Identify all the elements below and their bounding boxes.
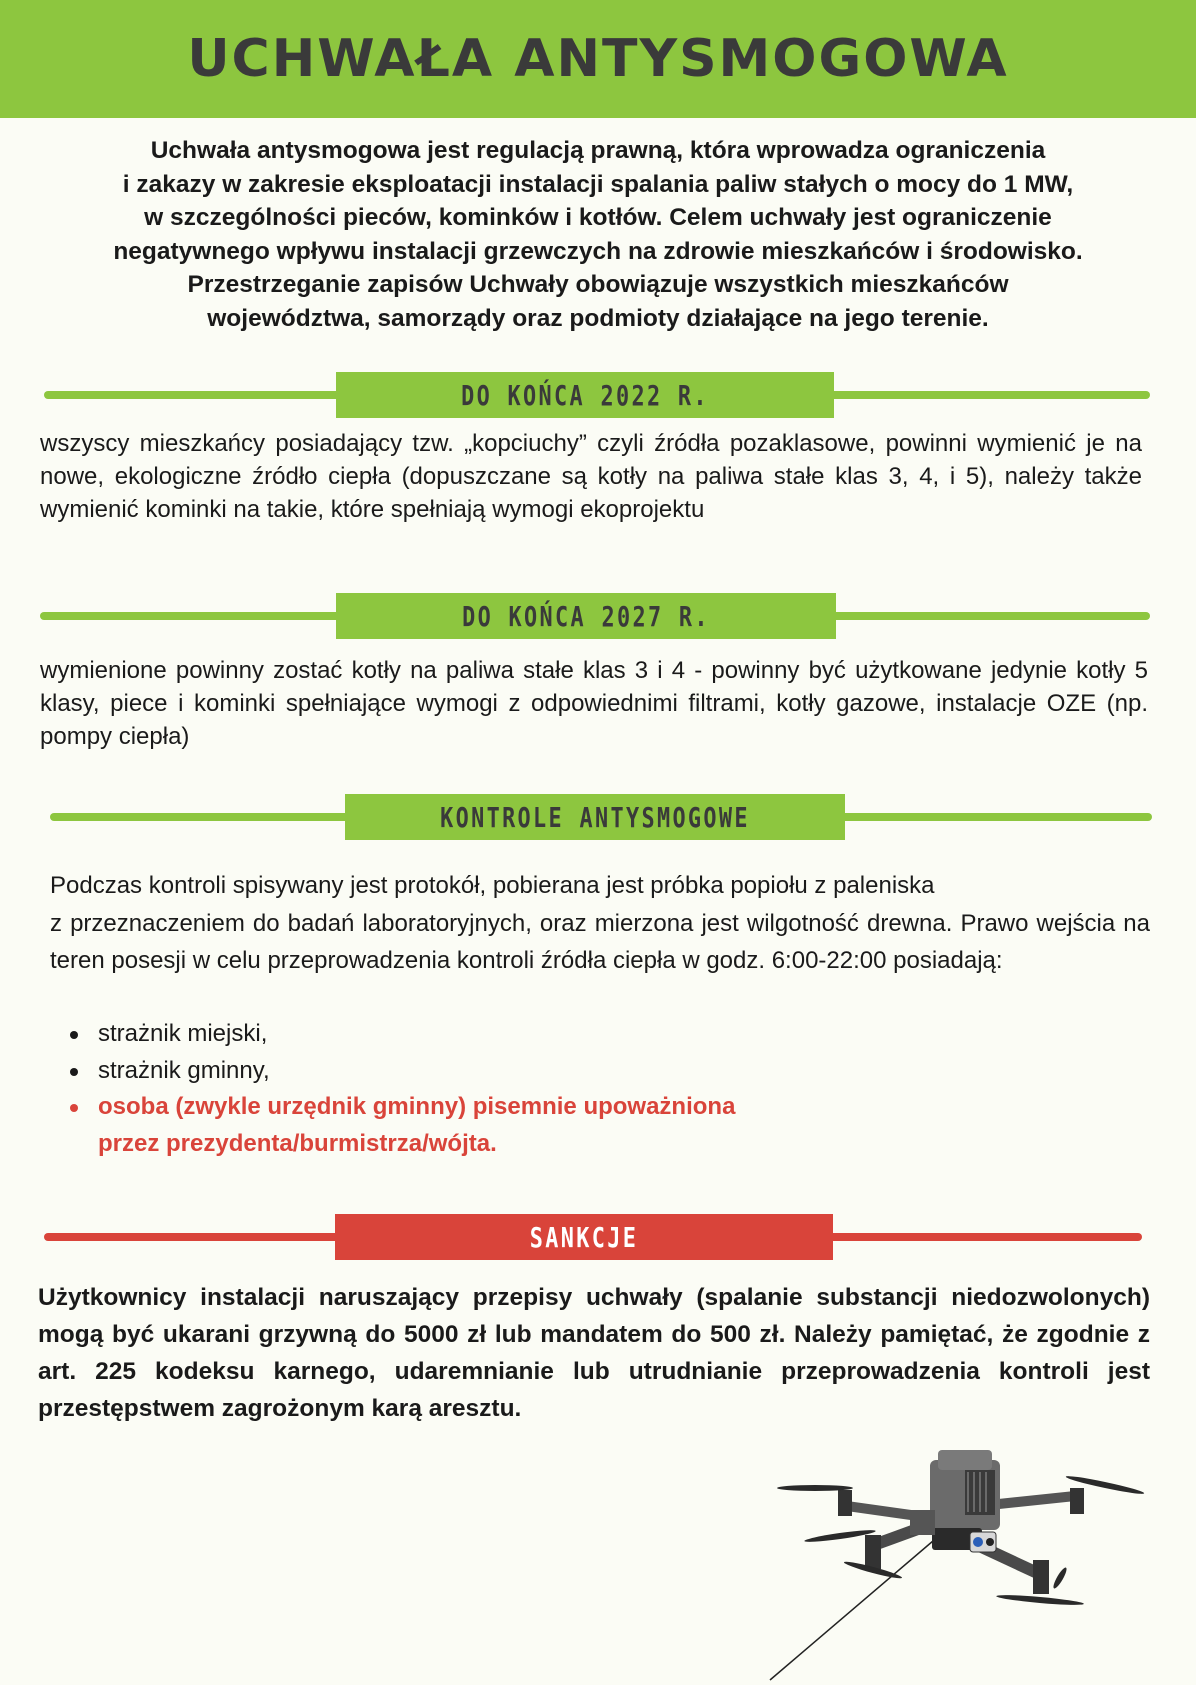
highlight-line: osoba (zwykle urzędnik gminny) pisemnie upoważniona: [98, 1093, 736, 1120]
section-text-2022: wszyscy mieszkańcy posiadający tzw. „kopciuchy” czyli źródła pozaklasowe, powinni wymienić je na nowe, ekologiczne źródło ciepła (dopuszczane są kotły na paliwa stałe klas 3, 4, i 5), należy także wymienić kominki na takie, które spełniają wymogi ekoprojektu: [40, 430, 1142, 523]
section-heading-sankcje: SANKCJE: [529, 1220, 639, 1254]
list-item-highlight: [50, 1089, 1150, 1162]
intro-line: w szczególności pieców, kominków i kotłów. Celem uchwały jest ograniczenie: [144, 204, 1052, 231]
sankcje-text: Użytkownicy instalacji naruszający przepisy uchwały (spalanie substancji niedozwolonych) mogą być ukarani grzywną do 5000 zł lub mandatem do 500 zł. Należy pamiętać, że zgodnie z art. 225 kodeksu karnego, udaremnianie lub utrudnianie przeprowadzenia kontroli jest przestępstwem zagrożonym karą aresztu.: [38, 1284, 1150, 1422]
section-divider-sankcje: [44, 1214, 1142, 1260]
section-heading-kontrole: KONTROLE ANTYSMOGOWE: [440, 800, 750, 834]
page-title: UCHWAŁA ANTYSMOGOWA: [187, 29, 1009, 89]
intro-line: województwa, samorządy oraz podmioty działające na jego terenie.: [207, 304, 989, 332]
section-divider-2022: [44, 372, 1150, 418]
authorized-persons-list: [50, 1016, 1150, 1162]
intro-paragraph: [40, 134, 1156, 335]
list-item: strażnik miejski,: [50, 1016, 1150, 1053]
drone-illustration: [760, 1440, 1160, 1685]
section-heading-2022: DO KOŃCA 2022 R.: [461, 378, 709, 412]
kontrole-text-line1: Podczas kontroli spisywany jest protokół, pobierana jest próbka popiołu z paleniska: [50, 872, 935, 899]
intro-line: i zakazy w zakresie eksploatacji instalacji spalania paliw stałych o mocy do 1 MW,: [122, 170, 1074, 198]
title-banner: [0, 0, 1196, 118]
intro-line: Uchwała antysmogowa jest regulacją prawną, która wprowadza ograniczenia: [150, 137, 1046, 164]
list-item: strażnik gminny,: [50, 1053, 1150, 1090]
highlight-line: przez prezydenta/burmistrza/wójta.: [98, 1129, 497, 1157]
kontrole-text: z przeznaczeniem do badań laboratoryjnych, oraz mierzona jest wilgotność drewna. Prawo wejścia na teren posesji w celu przeprowadzenia kontroli źródła ciepła w godz. 6:00-22:00 posiadają:: [50, 910, 1150, 974]
section-divider-2027: [40, 593, 1150, 639]
intro-line: negatywnego wpływu instalacji grzewczych na zdrowie mieszkańców i środowisko.: [113, 237, 1083, 265]
intro-line: Przestrzeganie zapisów Uchwały obowiązuje wszystkich mieszkańców: [187, 271, 1009, 298]
section-text-2027: wymienione powinny zostać kotły na paliwa stałe klas 3 i 4 - powinny być użytkowane jedynie kotły 5 klasy, piece i kominki spełniające wymogi z odpowiednimi filtrami, kotły gazowe, instalacje OZE (np. pompy ciepła): [40, 657, 1148, 750]
section-divider-kontrole: [50, 794, 1152, 840]
section-heading-2027: DO KOŃCA 2027 R.: [462, 599, 710, 633]
